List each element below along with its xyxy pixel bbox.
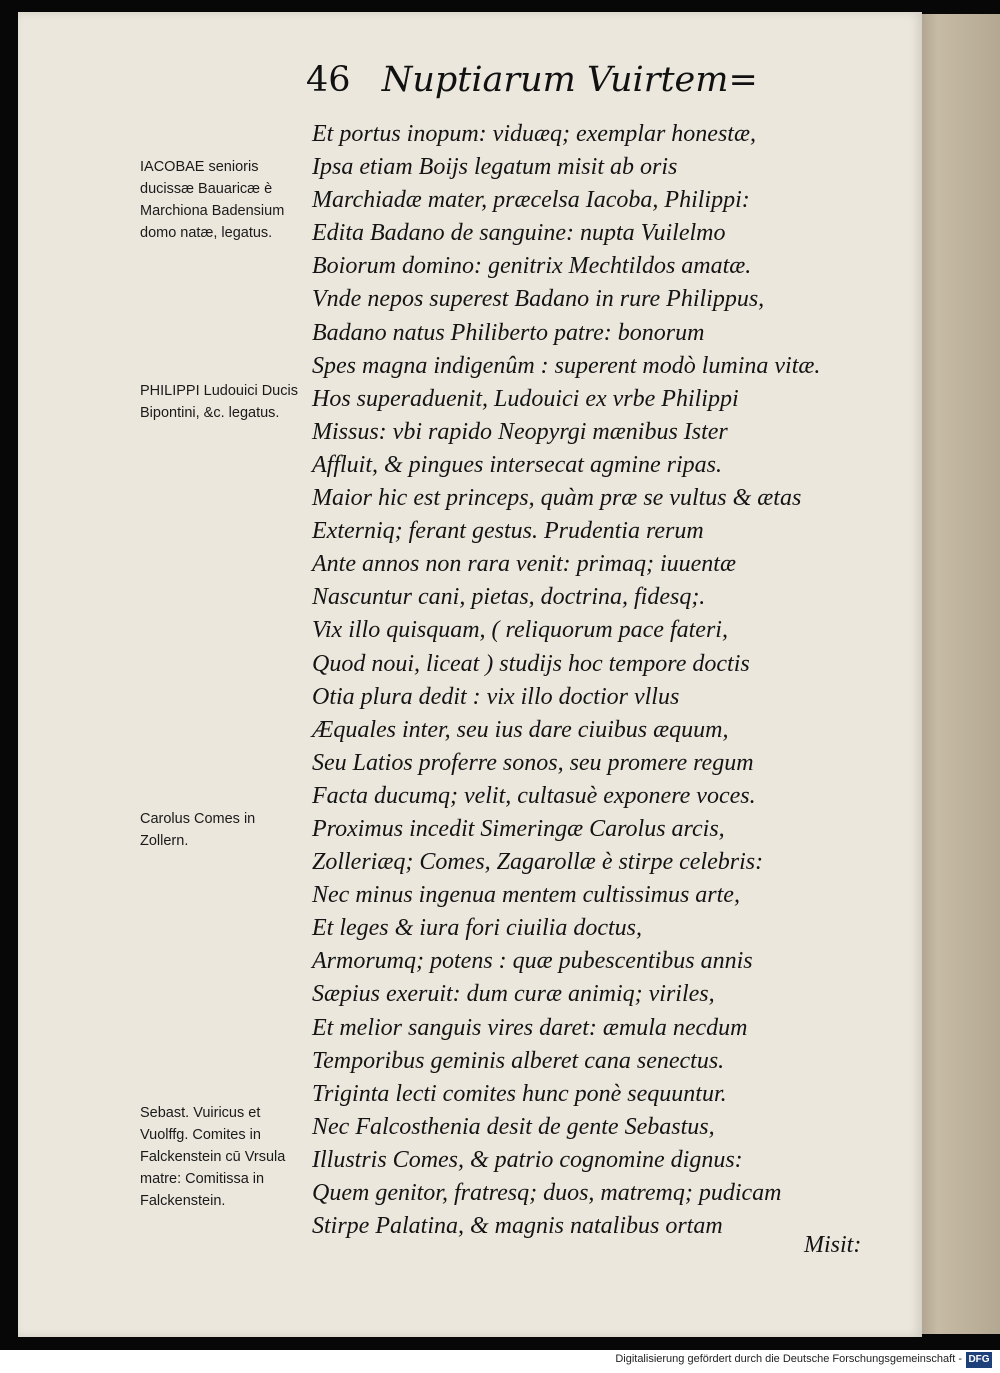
verse-line: Temporibus geminis alberet cana senectus. <box>312 1047 725 1074</box>
verse-line: Vix illo quisquam, ( reliquorum pace fateri, <box>312 617 728 644</box>
verse-line: Ipsa etiam Boijs legatum misit ab oris <box>312 154 678 181</box>
verse-line: Proximus incedit Simeringæ Carolus arcis, <box>312 815 725 842</box>
running-title: Nuptiarum Vuirtem= <box>381 60 758 100</box>
verse-text <box>312 118 872 1243</box>
verse-line: Quod noui, liceat ) studijs hoc tempore doctis <box>312 650 750 677</box>
verse-line: Badano natus Philiberto patre: bonorum <box>312 319 705 346</box>
verse-line: Illustris Comes, & patrio cognomine dignus: <box>312 1146 743 1173</box>
margin-note-carolus: Carolus Comes in Zollern. <box>140 811 256 849</box>
verse-line: Spes magna indigenûm : superent modò lumina vitæ. <box>312 352 821 379</box>
verse-line: Æquales inter, seu ius dare ciuibus æquum, <box>312 716 729 743</box>
verse-line: Missus: vbi rapido Neopyrgi mænibus Ister <box>312 418 728 445</box>
verse-line: Nascuntur cani, pietas, doctrina, fidesq;. <box>312 584 706 611</box>
verse-line: Marchiadæ mater, præcelsa Iacoba, Philippi: <box>312 187 750 214</box>
footer-bar <box>0 1350 1000 1373</box>
verse-line: Ante annos non rara venit: primaq; iuuentæ <box>312 551 736 578</box>
verse-line: Et portus inopum: viduæq; exemplar honestæ, <box>312 121 756 147</box>
verse-line: Stirpe Palatina, & magnis natalibus ortam <box>312 1213 723 1240</box>
verse-line: Quem genitor, fratresq; duos, matremq; pudicam <box>312 1180 782 1206</box>
verse-line: Nec Falcosthenia desit de gente Sebastus, <box>312 1113 715 1140</box>
verse-line: Sæpius exeruit: dum curæ animiq; viriles, <box>312 981 715 1008</box>
dfg-logo-icon: DFG <box>966 1352 992 1368</box>
verse-line: Seu Latios proferre sonos, seu promere regum <box>312 749 754 776</box>
verse-line: Externiq; ferant gestus. Prudentia rerum <box>312 518 704 545</box>
verse-line: Zolleriæq; Comes, Zagarollæ è stirpe celebris: <box>312 849 764 876</box>
page-number: 46 <box>306 60 351 100</box>
verse-line: Et melior sanguis vires daret: æmula necdum <box>312 1014 748 1041</box>
verse-line: Boiorum domino: genitrix Mechtildos amatæ. <box>312 253 752 280</box>
verse-line: Nec minus ingenua mentem cultissimus arte, <box>312 882 740 909</box>
verse-line: Facta ducumq; velit, cultasuè exponere voces. <box>312 782 756 809</box>
margin-note-iacobae: IACOBAE senioris ducissæ Bauaricæ è Marchiona Badensium domo natæ, legatus. <box>140 159 285 241</box>
verse-line: Triginta lecti comites hunc ponè sequuntur. <box>312 1080 727 1107</box>
running-head <box>306 60 758 100</box>
verse-line: Vnde nepos superest Badano in rure Philippus, <box>312 286 765 313</box>
verse-line: Hos superaduenit, Ludouici ex vrbe Philippi <box>312 385 739 412</box>
verse-line: Armorumq; potens : quæ pubescentibus annis <box>312 948 753 975</box>
funding-notice: Digitalisierung gefördert durch die Deutsche Forschungsgemeinschaft - <box>615 1353 962 1365</box>
verse-line: Otia plura dedit : vix illo doctior vllus <box>312 683 680 710</box>
verse-line: Maior hic est princeps, quàm præ se vultus & ætas <box>312 485 802 512</box>
verse-line: Edita Badano de sanguine: nupta Vuilelmo <box>312 220 726 247</box>
margin-note-sebast: Sebast. Vuiricus et Vuolffg. Comites in Falckenstein cū Vrsula matre: Comitissa in Falckenstein. <box>140 1105 286 1209</box>
verse-line: Affluit, & pingues intersecat agmine ripas. <box>312 451 722 478</box>
margin-note-philippi: PHILIPPI Ludouici Ducis Bipontini, &c. legatus. <box>140 383 298 421</box>
verse-line: Et leges & iura fori ciuilia doctus, <box>312 915 642 942</box>
catchword: Misit: <box>804 1232 862 1258</box>
